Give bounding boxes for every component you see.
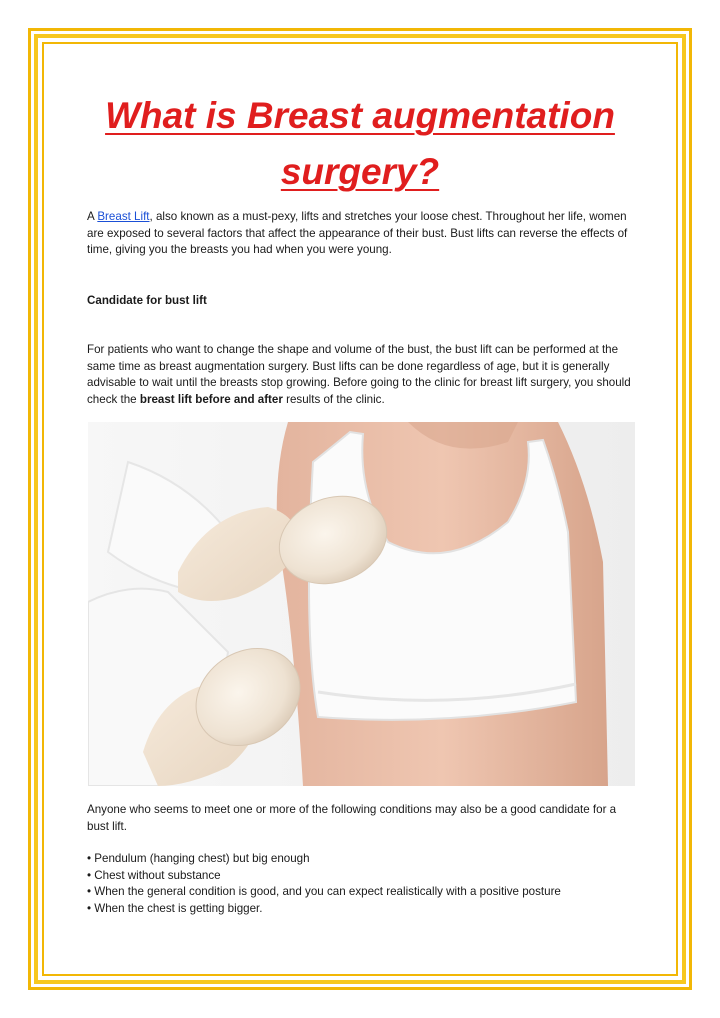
candidate-text-after: results of the clinic.	[282, 392, 385, 406]
list-item: • When the general condition is good, and you can expect realistically with a positive posture	[87, 884, 639, 901]
list-item: • Pendulum (hanging chest) but big enough	[87, 851, 639, 868]
candidate-heading: Candidate for bust lift	[87, 294, 207, 307]
candidate-text-bold: breast lift before and after	[139, 392, 283, 406]
list-item: • Chest without substance	[87, 868, 639, 885]
page-title: What is Breast augmentation surgery?	[105, 95, 615, 192]
breast-implant-illustration	[88, 422, 635, 786]
intro-paragraph	[87, 209, 639, 259]
intro-suffix: , also known as a must-pexy, lifts and stretches your loose chest. Throughout her life, women are exposed to several factors that affect the appearance of their bust. Bust lifts can reverse the effects of time, giving you the breasts you had when you were young.	[87, 210, 628, 256]
list-item: • When the chest is getting bigger.	[87, 901, 639, 918]
intro-prefix: A	[87, 210, 98, 223]
candidate-paragraph	[87, 342, 639, 408]
conditions-intro: Anyone who seems to meet one or more of the following conditions may also be a good candidate for a bust lift.	[87, 803, 617, 833]
candidate-text-before: For patients who want to change the shape and volume of the bust, the bust lift can be performed at the same time as breast augmentation surgery. Bust lifts can be done regardless of age, but it is generally advisable to wait until the breasts stop growing. Before going to the clinic for breast lift surgery, you should check the	[87, 343, 631, 406]
conditions-list	[87, 851, 639, 917]
breast-lift-link[interactable]: Breast Lift	[97, 210, 150, 223]
breast-implant-photo	[88, 422, 635, 786]
